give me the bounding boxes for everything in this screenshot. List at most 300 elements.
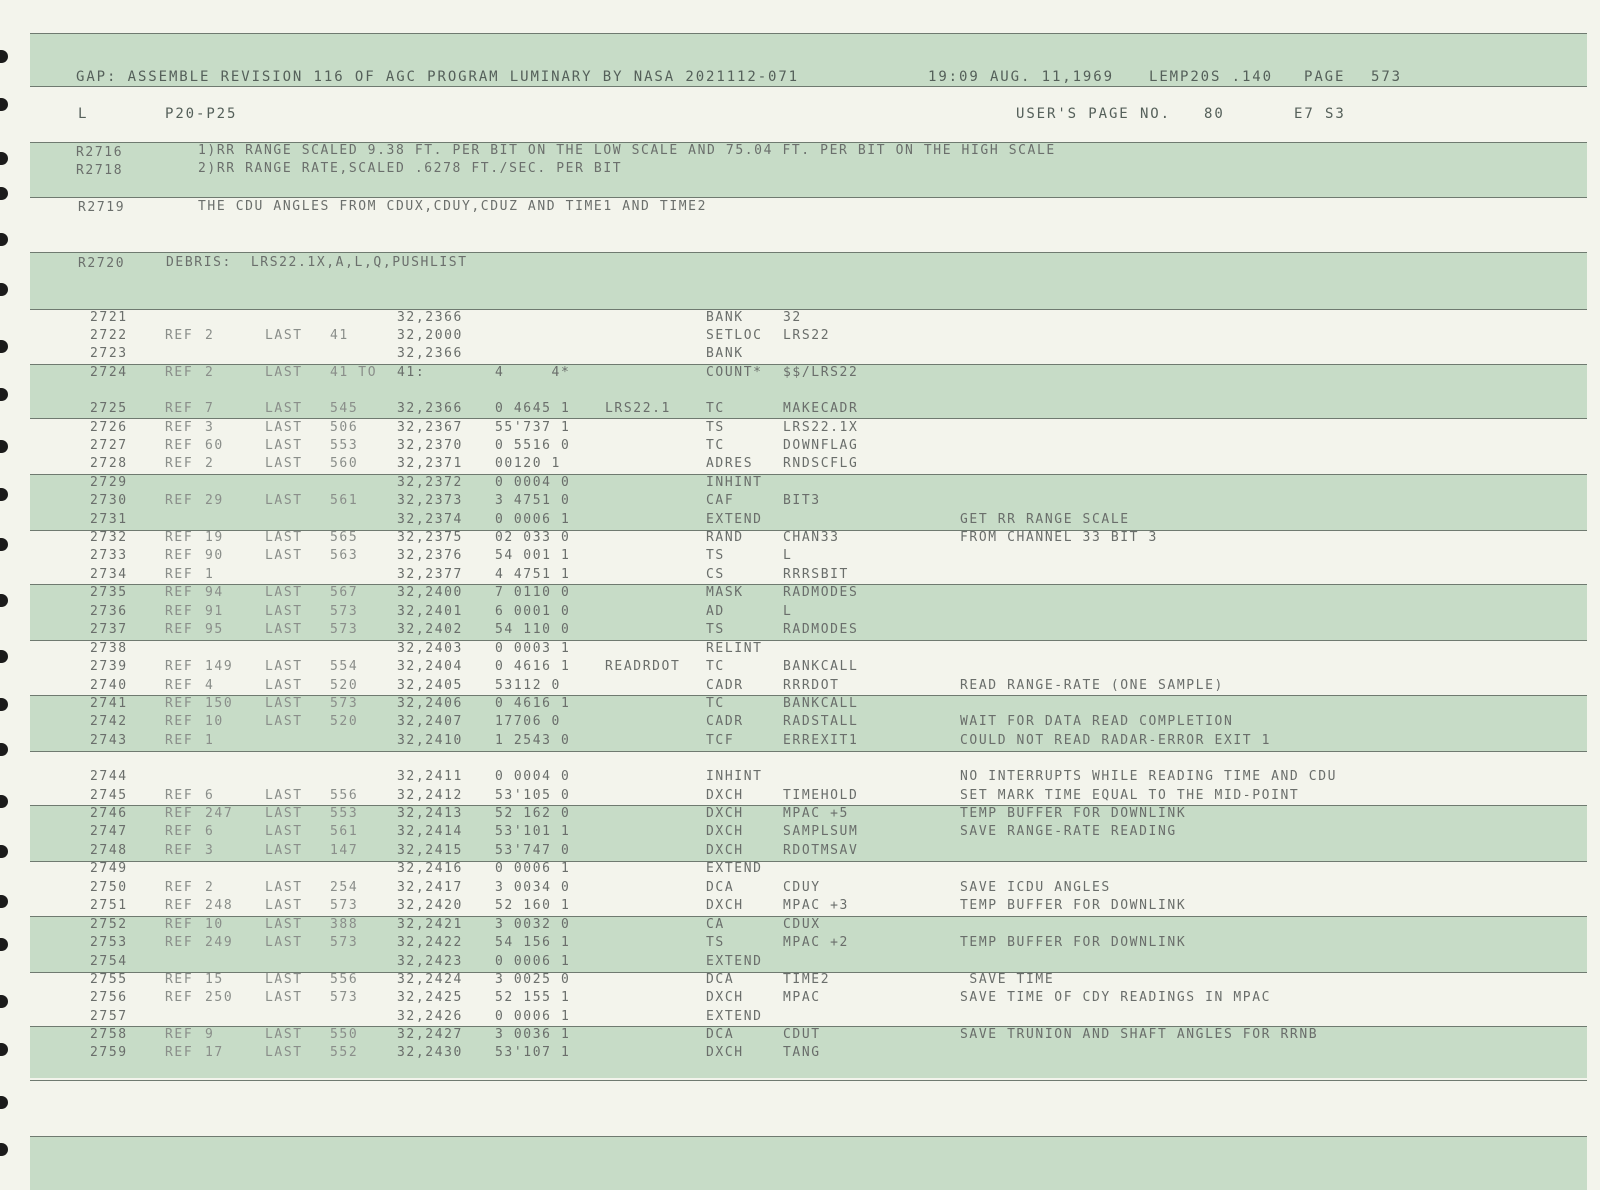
feed-hole [0,233,8,246]
ref-count: 94 [205,585,224,600]
line-number: 2726 [90,420,128,435]
address: 32,2374 [397,512,463,527]
opcode: INHINT [706,769,763,784]
feed-hole [0,795,8,808]
last-label: LAST [265,935,303,950]
operand: TIME2 [783,972,831,987]
ref-count: 249 [205,935,234,950]
ref-label: REF [165,493,194,508]
octal-code: 0 4616 1 [495,696,571,711]
address: 32,2421 [397,917,463,932]
operand: MPAC +5 [783,806,849,821]
line-number: 2730 [90,493,128,508]
comment: FROM CHANNEL 33 BIT 3 [960,530,1158,545]
line-number: 2754 [90,954,128,969]
ref-label: REF [165,328,194,343]
line-number: 2755 [90,972,128,987]
operand: RDOTMSAV [783,843,859,858]
octal-code: 0 0003 1 [495,641,571,656]
ref-count: 19 [205,530,224,545]
octal-code: 52 155 1 [495,990,571,1005]
ref-count: 6 [205,824,215,839]
feed-hole [0,650,8,663]
remark-text: DEBRIS: LRS22.1X,A,L,Q,PUSHLIST [166,255,468,270]
opcode: RAND [706,530,744,545]
comment: SET MARK TIME EQUAL TO THE MID-POINT [960,788,1300,803]
line-number: 2740 [90,678,128,693]
opcode: COUNT* [706,365,763,380]
operand: L [783,548,793,563]
address: 32,2427 [397,1027,463,1042]
octal-code: 0 5516 0 [495,438,571,453]
opcode: TS [706,548,725,563]
remark-text: 1)RR RANGE SCALED 9.38 FT. PER BIT ON THE LOW SCALE AND 75.04 FT. PER BIT ON THE HIGH SCALE [198,143,1056,158]
operand: MAKECADR [783,401,859,416]
feed-hole [0,743,8,756]
feed-hole [0,283,8,296]
last-label: LAST [265,806,303,821]
ref-label: REF [165,972,194,987]
last-page: 573 [330,898,359,913]
last-page: 254 [330,880,359,895]
line-number: 2724 [90,365,128,380]
operand: TIMEHOLD [783,788,859,803]
octal-code: 6 0001 0 [495,604,571,619]
last-label: LAST [265,622,303,637]
section-marker: L [78,106,89,122]
ref-label: REF [165,880,194,895]
ref-count: 91 [205,604,224,619]
rule [30,1136,1587,1137]
operand: $$/LRS22 [783,365,859,380]
line-number: 2748 [90,843,128,858]
last-label: LAST [265,898,303,913]
ref-count: 2 [205,328,215,343]
address: 32,2405 [397,678,463,693]
line-number: 2733 [90,548,128,563]
ref-label: REF [165,530,194,545]
address: 32,2376 [397,548,463,563]
line-number: 2741 [90,696,128,711]
ref-count: 60 [205,438,224,453]
operand: ERREXIT1 [783,733,859,748]
ref-count: 3 [205,843,215,858]
ref-count: 4 [205,678,215,693]
operand: RADSTALL [783,714,859,729]
job-id: LEMP20S .140 [1149,69,1273,85]
line-number: 2723 [90,346,128,361]
octal-code: 55'737 1 [495,420,571,435]
line-number: 2729 [90,475,128,490]
remark-id: R2719 [78,200,126,215]
ref-label: REF [165,733,194,748]
opcode: TC [706,696,725,711]
last-label: LAST [265,604,303,619]
ref-count: 248 [205,898,234,913]
line-number: 2758 [90,1027,128,1042]
line-number: 2721 [90,310,128,325]
line-number: 2749 [90,861,128,876]
opcode: TS [706,420,725,435]
line-number: 2746 [90,806,128,821]
octal-code: 54 001 1 [495,548,571,563]
operand: RADMODES [783,622,859,637]
last-page: 41 [330,328,349,343]
line-number: 2747 [90,824,128,839]
last-label: LAST [265,972,303,987]
last-page: 388 [330,917,359,932]
ref-label: REF [165,548,194,563]
feed-hole [0,1096,8,1109]
last-label: LAST [265,365,303,380]
remark-text: 2)RR RANGE RATE,SCALED .6278 FT./SEC. PER BIT [198,161,623,176]
line-number: 2737 [90,622,128,637]
line-number: 2759 [90,1045,128,1060]
comment: TEMP BUFFER FOR DOWNLINK [960,935,1187,950]
opcode: TC [706,401,725,416]
line-number: 2734 [90,567,128,582]
opcode: SETLOC [706,328,763,343]
line-number: 2739 [90,659,128,674]
address: 32,2367 [397,420,463,435]
address: 32,2375 [397,530,463,545]
last-label: LAST [265,438,303,453]
octal-code: 7 0110 0 [495,585,571,600]
ref-label: REF [165,365,194,380]
operand: SAMPLSUM [783,824,859,839]
last-page: 553 [330,438,359,453]
ref-count: 10 [205,917,224,932]
address: 32,2425 [397,990,463,1005]
last-label: LAST [265,659,303,674]
page-number: 573 [1371,69,1402,85]
last-page: 545 [330,401,359,416]
last-page: 506 [330,420,359,435]
line-number: 2752 [90,917,128,932]
ref-label: REF [165,678,194,693]
feed-hole [0,1043,8,1056]
ref-label: REF [165,1045,194,1060]
operand: CHAN33 [783,530,840,545]
operand: LRS22.1X [783,420,859,435]
octal-code: 0 0006 1 [495,954,571,969]
last-page: 563 [330,548,359,563]
comment: GET RR RANGE SCALE [960,512,1130,527]
opcode: DXCH [706,990,744,1005]
last-label: LAST [265,714,303,729]
octal-code: 3 4751 0 [495,493,571,508]
address: 32,2366 [397,401,463,416]
octal-code: 4 4* [495,365,571,380]
opcode: CADR [706,678,744,693]
comment: TEMP BUFFER FOR DOWNLINK [960,806,1187,821]
last-page: 561 [330,824,359,839]
opcode: TC [706,438,725,453]
opcode: DCA [706,972,735,987]
print-timestamp: 19:09 AUG. 11,1969 [928,69,1114,85]
rule [30,33,1587,34]
ref-label: REF [165,1027,194,1042]
ref-label: REF [165,438,194,453]
remark-id: R2718 [76,163,124,178]
address: 32,2400 [397,585,463,600]
operand: CDUT [783,1027,821,1042]
last-page: 41 TO [330,365,378,380]
address: 32,2430 [397,1045,463,1060]
feed-hole [0,698,8,711]
rule [30,309,1587,310]
last-label: LAST [265,917,303,932]
last-label: LAST [265,401,303,416]
ref-count: 2 [205,456,215,471]
last-label: LAST [265,530,303,545]
remark-id: R2720 [78,256,126,271]
address: 32,2401 [397,604,463,619]
octal-code: 54 156 1 [495,935,571,950]
last-page: 147 [330,843,359,858]
address: 32,2412 [397,788,463,803]
opcode: EXTEND [706,512,763,527]
last-page: 560 [330,456,359,471]
last-label: LAST [265,696,303,711]
address: 32,2404 [397,659,463,674]
comment: SAVE TIME [960,972,1055,987]
octal-code: 3 0025 0 [495,972,571,987]
last-page: 573 [330,604,359,619]
ref-label: REF [165,696,194,711]
last-label: LAST [265,1027,303,1042]
ref-count: 250 [205,990,234,1005]
address: 32,2366 [397,310,463,325]
opcode: DXCH [706,843,744,858]
line-number: 2745 [90,788,128,803]
address: 32,2403 [397,641,463,656]
ref-count: 149 [205,659,234,674]
address: 32,2424 [397,972,463,987]
opcode: ADRES [706,456,754,471]
opcode: BANK [706,346,744,361]
remark-text: THE CDU ANGLES FROM CDUX,CDUY,CDUZ AND TIME1 AND TIME2 [198,199,708,214]
line-number: 2757 [90,1009,128,1024]
user-page-number: 80 [1204,106,1225,122]
opcode: TCF [706,733,735,748]
address: 32,2366 [397,346,463,361]
operand: BANKCALL [783,696,859,711]
opcode: BANK [706,310,744,325]
last-page: 520 [330,714,359,729]
operand: BIT3 [783,493,821,508]
ref-count: 29 [205,493,224,508]
comment: SAVE TRUNION AND SHAFT ANGLES FOR RRNB [960,1027,1319,1042]
last-page: 552 [330,1045,359,1060]
last-page: 554 [330,659,359,674]
ref-count: 3 [205,420,215,435]
comment: NO INTERRUPTS WHILE READING TIME AND CDU [960,769,1338,784]
address: 41: [397,365,426,380]
comment: COULD NOT READ RADAR-ERROR EXIT 1 [960,733,1272,748]
opcode: CADR [706,714,744,729]
opcode: DCA [706,880,735,895]
ref-label: REF [165,824,194,839]
address: 32,2413 [397,806,463,821]
last-page: 520 [330,678,359,693]
rule [30,640,1587,641]
address: 32,2377 [397,567,463,582]
address: 32,2422 [397,935,463,950]
octal-code: 0 4645 1 [495,401,571,416]
feed-hole [0,440,8,453]
ref-label: REF [165,622,194,637]
address: 32,2416 [397,861,463,876]
operand: MPAC +3 [783,898,849,913]
octal-code: 3 0032 0 [495,917,571,932]
line-number: 2738 [90,641,128,656]
address: 32,2420 [397,898,463,913]
operand: RRRSBIT [783,567,849,582]
feed-hole [0,594,8,607]
line-number: 2753 [90,935,128,950]
address: 32,2411 [397,769,463,784]
octal-code: 53112 0 [495,678,561,693]
operand: RADMODES [783,585,859,600]
comment: TEMP BUFFER FOR DOWNLINK [960,898,1187,913]
rule [30,252,1587,253]
address: 32,2370 [397,438,463,453]
ref-label: REF [165,990,194,1005]
ref-count: 6 [205,788,215,803]
opcode: DXCH [706,806,744,821]
feed-hole [0,50,8,63]
comment: SAVE ICDU ANGLES [960,880,1111,895]
operand: L [783,604,793,619]
opcode: EXTEND [706,861,763,876]
line-number: 2728 [90,456,128,471]
last-page: 553 [330,806,359,821]
feed-hole [0,388,8,401]
ref-label: REF [165,714,194,729]
address: 32,2402 [397,622,463,637]
last-page: 561 [330,493,359,508]
last-label: LAST [265,1045,303,1060]
page-label: PAGE [1304,69,1346,85]
assembly-title: GAP: ASSEMBLE REVISION 116 OF AGC PROGRAM LUMINARY BY NASA 2021112-071 [76,69,800,85]
address: 32,2371 [397,456,463,471]
octal-code: 00120 1 [495,456,561,471]
comment: SAVE RANGE-RATE READING [960,824,1177,839]
line-number: 2750 [90,880,128,895]
operand: DOWNFLAG [783,438,859,453]
line-number: 2751 [90,898,128,913]
feed-hole [0,538,8,551]
line-number: 2735 [90,585,128,600]
ref-count: 90 [205,548,224,563]
ref-label: REF [165,401,194,416]
opcode: TC [706,659,725,674]
last-page: 550 [330,1027,359,1042]
octal-code: 4 4751 1 [495,567,571,582]
ref-label: REF [165,917,194,932]
ref-count: 1 [205,733,215,748]
operand: CDUX [783,917,821,932]
last-label: LAST [265,456,303,471]
last-label: LAST [265,824,303,839]
address: 32,2414 [397,824,463,839]
octal-code: 17706 0 [495,714,561,729]
ref-count: 2 [205,365,215,380]
comment: READ RANGE-RATE (ONE SAMPLE) [960,678,1224,693]
last-label: LAST [265,990,303,1005]
ref-count: 1 [205,567,215,582]
ref-count: 95 [205,622,224,637]
opcode: RELINT [706,641,763,656]
last-label: LAST [265,678,303,693]
section-name: P20-P25 [165,106,238,122]
opcode: CA [706,917,725,932]
line-number: 2742 [90,714,128,729]
address: 32,2407 [397,714,463,729]
operand: TANG [783,1045,821,1060]
octal-code: 53'747 0 [495,843,571,858]
rule [30,86,1587,87]
operand: MPAC [783,990,821,1005]
ref-label: REF [165,935,194,950]
octal-code: 02 033 0 [495,530,571,545]
line-number: 2743 [90,733,128,748]
ref-count: 247 [205,806,234,821]
operand: RNDSCFLG [783,456,859,471]
octal-code: 1 2543 0 [495,733,571,748]
feed-hole [0,187,8,200]
comment: SAVE TIME OF CDY READINGS IN MPAC [960,990,1272,1005]
rule [30,751,1587,752]
last-page: 567 [330,585,359,600]
ref-count: 15 [205,972,224,987]
octal-code: 0 0004 0 [495,769,571,784]
last-page: 565 [330,530,359,545]
last-label: LAST [265,585,303,600]
opcode: CS [706,567,725,582]
ref-label: REF [165,585,194,600]
octal-code: 54 110 0 [495,622,571,637]
opcode: AD [706,604,725,619]
address: 32,2406 [397,696,463,711]
opcode: INHINT [706,475,763,490]
octal-code: 0 0006 1 [495,1009,571,1024]
last-label: LAST [265,493,303,508]
section-code: E7 S3 [1294,106,1346,122]
line-number: 2727 [90,438,128,453]
opcode: DXCH [706,824,744,839]
feed-hole [0,152,8,165]
last-label: LAST [265,328,303,343]
opcode: TS [706,622,725,637]
last-label: LAST [265,548,303,563]
octal-code: 0 0004 0 [495,475,571,490]
ref-label: REF [165,806,194,821]
feed-hole [0,938,8,951]
ref-label: REF [165,604,194,619]
last-page: 556 [330,788,359,803]
user-page-label: USER'S PAGE NO. [1016,106,1171,122]
rule [30,474,1587,475]
feed-hole [0,1143,8,1156]
opcode: EXTEND [706,954,763,969]
octal-code: 53'105 0 [495,788,571,803]
ref-label: REF [165,567,194,582]
address: 32,2426 [397,1009,463,1024]
remark-id: R2716 [76,145,124,160]
last-page: 573 [330,935,359,950]
